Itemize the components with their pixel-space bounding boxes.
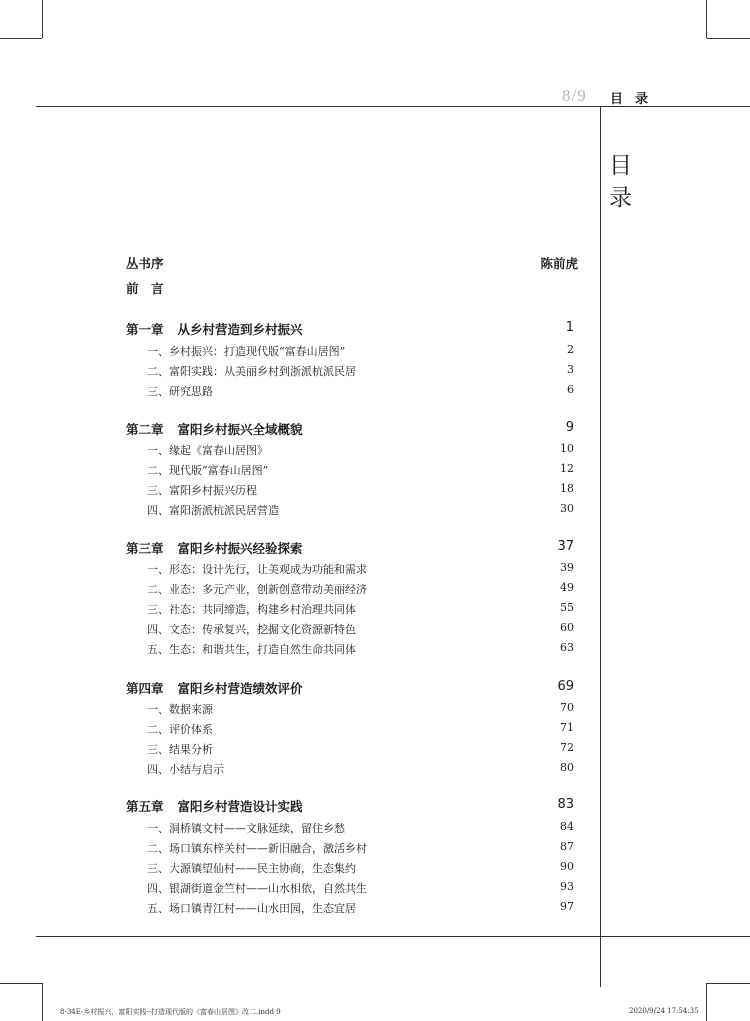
section-page: 71 (560, 721, 574, 734)
section-title: 二、富阳实践：从美丽乡村到浙派杭派民居 (147, 365, 356, 378)
section-title: 一、洞桥镇文村——文脉延续，留住乡愁 (147, 822, 345, 835)
chapter-title: 富阳乡村营造设计实践 (177, 799, 303, 814)
chapter-number: 第三章 (126, 541, 164, 556)
section-page: 97 (560, 900, 574, 913)
chapter-number: 第五章 (126, 799, 164, 814)
section-page: 70 (560, 701, 574, 714)
section-page: 3 (567, 363, 574, 376)
toc-front-label: 前 言 (126, 281, 164, 296)
section-page: 60 (560, 621, 574, 634)
crop-mark (706, 983, 707, 1021)
chapter-number: 第二章 (126, 422, 164, 437)
header-title: 目录 (610, 92, 661, 107)
section-page: 80 (560, 761, 574, 774)
section-page: 93 (560, 880, 574, 893)
toc-front-author: 陈前虎 (540, 256, 578, 271)
section-title: 四、小结与启示 (147, 763, 224, 776)
section-title: 三、社态：共同缔造，构建乡村治理共同体 (147, 603, 356, 616)
section-title: 三、大源镇望仙村——民主协商，生态集约 (147, 862, 356, 875)
section-title: 二、现代版“富春山居图” (147, 464, 269, 477)
chapter-number: 第一章 (126, 322, 164, 337)
section-title: 四、文态：传承复兴，挖掘文化资源新特色 (147, 623, 356, 636)
chapter-title: 从乡村营造到乡村振兴 (177, 322, 303, 337)
chapter-number: 第四章 (126, 681, 164, 696)
section-title: 一、数据来源 (147, 703, 213, 716)
section-page: 55 (560, 601, 574, 614)
section-page: 39 (560, 561, 574, 574)
section-page: 18 (560, 482, 574, 495)
section-title: 二、业态：多元产业，创新创意带动美丽经济 (147, 583, 367, 596)
section-page: 84 (560, 820, 574, 833)
section-title: 二、评价体系 (147, 723, 213, 736)
chapter-page: 83 (557, 797, 574, 812)
chapter-page: 1 (565, 320, 574, 335)
section-title: 三、富阳乡村振兴历程 (147, 484, 257, 497)
crop-mark (707, 38, 750, 39)
section-title: 四、银湖街道金竺村——山水相依，自然共生 (147, 882, 367, 895)
section-page: 90 (560, 860, 574, 873)
section-page: 49 (560, 581, 574, 594)
chapter-title: 富阳乡村振兴全域概貌 (177, 422, 303, 437)
section-title: 一、形态：设计先行，让美观成为功能和需求 (147, 563, 367, 576)
footer-rule (36, 936, 750, 937)
section-page: 87 (560, 840, 574, 853)
crop-mark (707, 983, 750, 984)
crop-mark (42, 983, 43, 1021)
crop-mark (0, 983, 42, 984)
section-title: 三、结果分析 (147, 743, 213, 756)
toc-front-label: 丛书序 (126, 256, 164, 271)
crop-mark (0, 38, 42, 39)
chapter-title: 富阳乡村振兴经验探索 (177, 541, 303, 556)
section-title: 一、乡村振兴：打造现代版“富春山居图” (147, 345, 346, 358)
chapter-page: 37 (557, 539, 574, 554)
chapter-page: 9 (565, 420, 574, 435)
section-page: 10 (560, 442, 574, 455)
section-page: 72 (560, 741, 574, 754)
chapter-title: 富阳乡村营造绩效评价 (177, 681, 303, 696)
margin-rule (600, 106, 601, 987)
section-title: 三、研究思路 (147, 385, 213, 398)
section-title: 五、场口镇青江村——山水田园，生态宜居 (147, 902, 356, 915)
section-page: 63 (560, 641, 574, 654)
section-title: 一、缘起《富春山居图》 (147, 444, 268, 457)
section-title: 五、生态：和谐共生，打造自然生命共同体 (147, 643, 356, 656)
chapter-page: 69 (557, 679, 574, 694)
section-title: 二、场口镇东梓关村——新旧融合，激活乡村 (147, 842, 367, 855)
section-page: 30 (560, 502, 574, 515)
footer-timestamp: 2020/9/24 17:54:35 (629, 1007, 699, 1015)
crop-mark (42, 0, 43, 38)
side-title: 目录 (609, 153, 632, 211)
footer-file-slug: 8-34E-乡村振兴，富阳实践--打造现代版的《富春山居图》改二.indd 9 (60, 1008, 281, 1016)
crop-mark (706, 0, 707, 38)
section-page: 12 (560, 462, 574, 475)
section-title: 四、富阳浙派杭派民居营造 (147, 504, 279, 517)
section-page: 2 (567, 343, 574, 356)
header-page-mark: 8/9 (562, 86, 587, 105)
section-page: 6 (567, 383, 574, 396)
